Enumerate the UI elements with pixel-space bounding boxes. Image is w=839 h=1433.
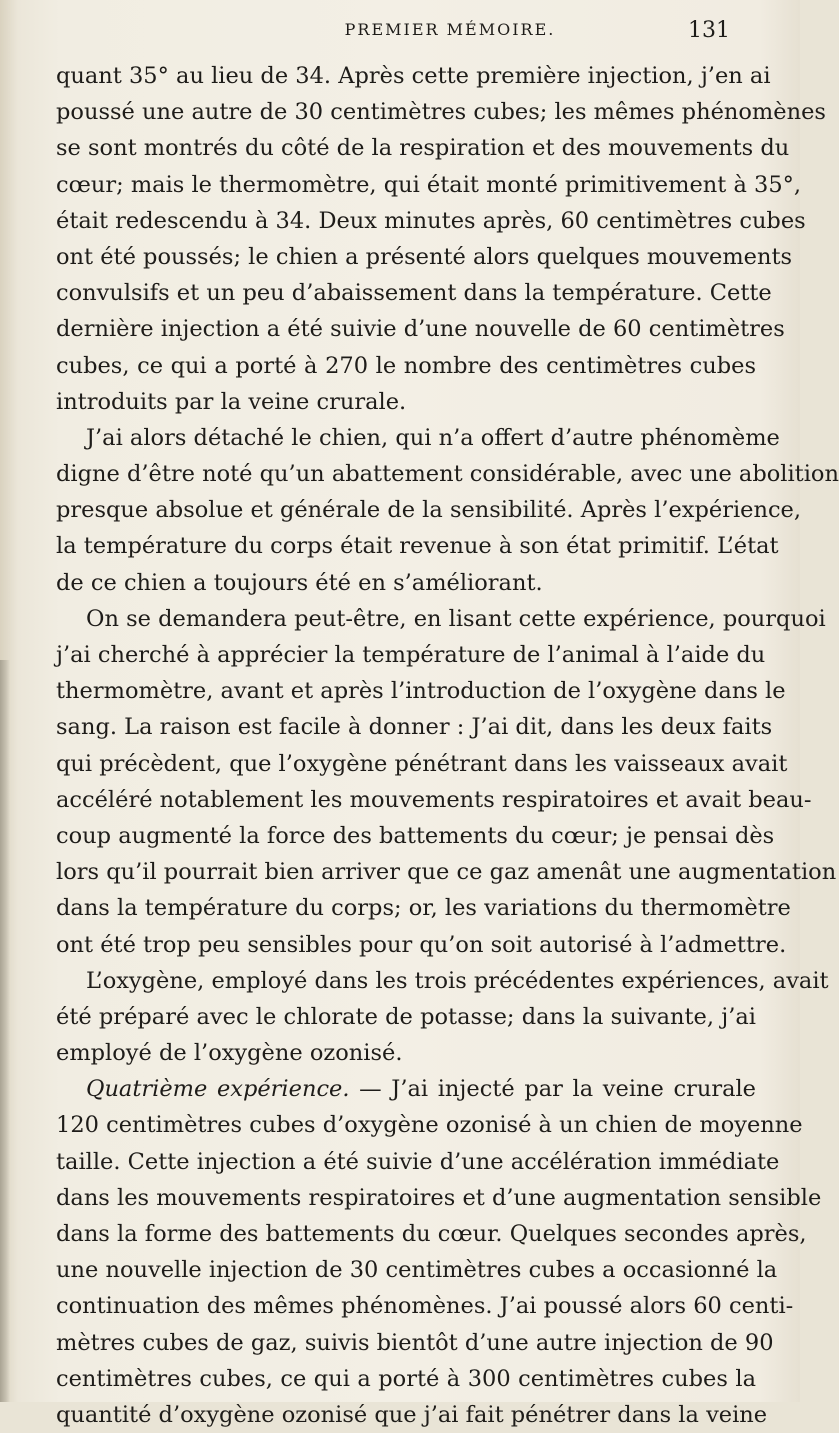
text-line: mètres cubes de gaz, suivis bientôt d’une autre injection de 90 bbox=[56, 1329, 774, 1356]
text-line: introduits par la veine crurale. bbox=[56, 388, 407, 415]
text-line: se sont montrés du côté de la respiration et des mouvements du bbox=[56, 135, 790, 162]
text-line: 120 centimètres cubes d’oxygène ozonisé à un chien de moyenne bbox=[56, 1112, 803, 1139]
text-line: dans la forme des battements du cœur. Quelques secondes après, bbox=[56, 1221, 807, 1247]
text-line: digne d’être noté qu’un abattement considérable, avec une abolition bbox=[56, 461, 839, 488]
running-title: PREMIER MÉMOIRE. bbox=[344, 20, 556, 39]
text-line: employé de l’oxygène ozonisé. bbox=[56, 1040, 403, 1067]
text-line: été préparé avec le chlorate de potasse; dans la suivante, j’ai bbox=[56, 1003, 756, 1030]
text-line: dernière injection a été suivie d’une nouvelle de 60 centimètres bbox=[56, 316, 785, 343]
text-line: poussé une autre de 30 centimètres cubes; les mêmes phénomènes bbox=[56, 99, 826, 126]
body-text bbox=[56, 58, 839, 1433]
page-number: 131 bbox=[688, 18, 730, 43]
text-line: ont été trop peu sensibles pour qu’on soit autorisé à l’admettre. bbox=[56, 931, 787, 958]
text-line: cœur; mais le thermomètre, qui était monté primitivement à 35°, bbox=[56, 171, 802, 198]
text-line: quantité d’oxygène ozonisé que j’ai fait pénétrer dans la veine bbox=[56, 1401, 768, 1428]
text-line: presque absolue et générale de la sensibilité. Après l’expérience, bbox=[56, 497, 802, 524]
text-line: dans la température du corps; or, les variations du thermomètre bbox=[56, 895, 791, 922]
text-line: sang. La raison est facile à donner : J’ai dit, dans les deux faits bbox=[56, 714, 773, 741]
binding-shadow bbox=[0, 660, 10, 1402]
text-line: de ce chien a toujours été en s’améliorant. bbox=[56, 569, 543, 596]
text-line: thermomètre, avant et après l’introduction de l’oxygène dans le bbox=[56, 678, 786, 705]
text-line: quant 35° au lieu de 34. Après cette première injection, j’en ai bbox=[56, 63, 771, 89]
text-line: taille. Cette injection a été suivie d’une accélération immédiate bbox=[56, 1148, 780, 1175]
page-header bbox=[100, 20, 730, 50]
section-heading: Quatrième expérience. bbox=[86, 1076, 350, 1103]
text-line: coup augmenté la force des battements du cœur; je pensai dès bbox=[56, 822, 775, 849]
text-line: continuation des mêmes phénomènes. J’ai poussé alors 60 centi- bbox=[56, 1293, 794, 1320]
text-line-rest: — J’ai injecté par la veine crurale bbox=[349, 1076, 757, 1103]
text-line bbox=[56, 1071, 756, 1107]
text-line: lors qu’il pourrait bien arriver que ce gaz amenât une augmentation bbox=[56, 859, 837, 886]
text-line: j’ai cherché à apprécier la température de l’animal à l’aide du bbox=[56, 642, 766, 668]
text-line: une nouvelle injection de 30 centimètres cubes a occasionné la bbox=[56, 1257, 778, 1284]
text-line: J’ai alors détaché le chien, qui n’a offert d’autre phénomème bbox=[86, 424, 780, 451]
text-line: cubes, ce qui a porté à 270 le nombre des centimètres cubes bbox=[56, 352, 756, 379]
text-line: ont été poussés; le chien a présenté alors quelques mouvements bbox=[56, 243, 793, 270]
text-line: convulsifs et un peu d’abaissement dans la température. Cette bbox=[56, 280, 772, 307]
text-line: L’oxygène, employé dans les trois précédentes expériences, avait bbox=[86, 967, 829, 994]
text-line: la température du corps était revenue à son état primitif. L’état bbox=[56, 533, 779, 560]
text-line: dans les mouvements respiratoires et d’une augmentation sensible bbox=[56, 1184, 822, 1211]
text-line: était redescendu à 34. Deux minutes après, 60 centimètres cubes bbox=[56, 207, 806, 234]
text-line: accéléré notablement les mouvements respiratoires et avait beau- bbox=[56, 786, 812, 813]
text-line: centimètres cubes, ce qui a porté à 300 centimètres cubes la bbox=[56, 1365, 756, 1392]
text-line: On se demandera peut-être, en lisant cette expérience, pourquoi bbox=[86, 605, 826, 632]
text-line: qui précèdent, que l’oxygène pénétrant dans les vaisseaux avait bbox=[56, 750, 788, 777]
